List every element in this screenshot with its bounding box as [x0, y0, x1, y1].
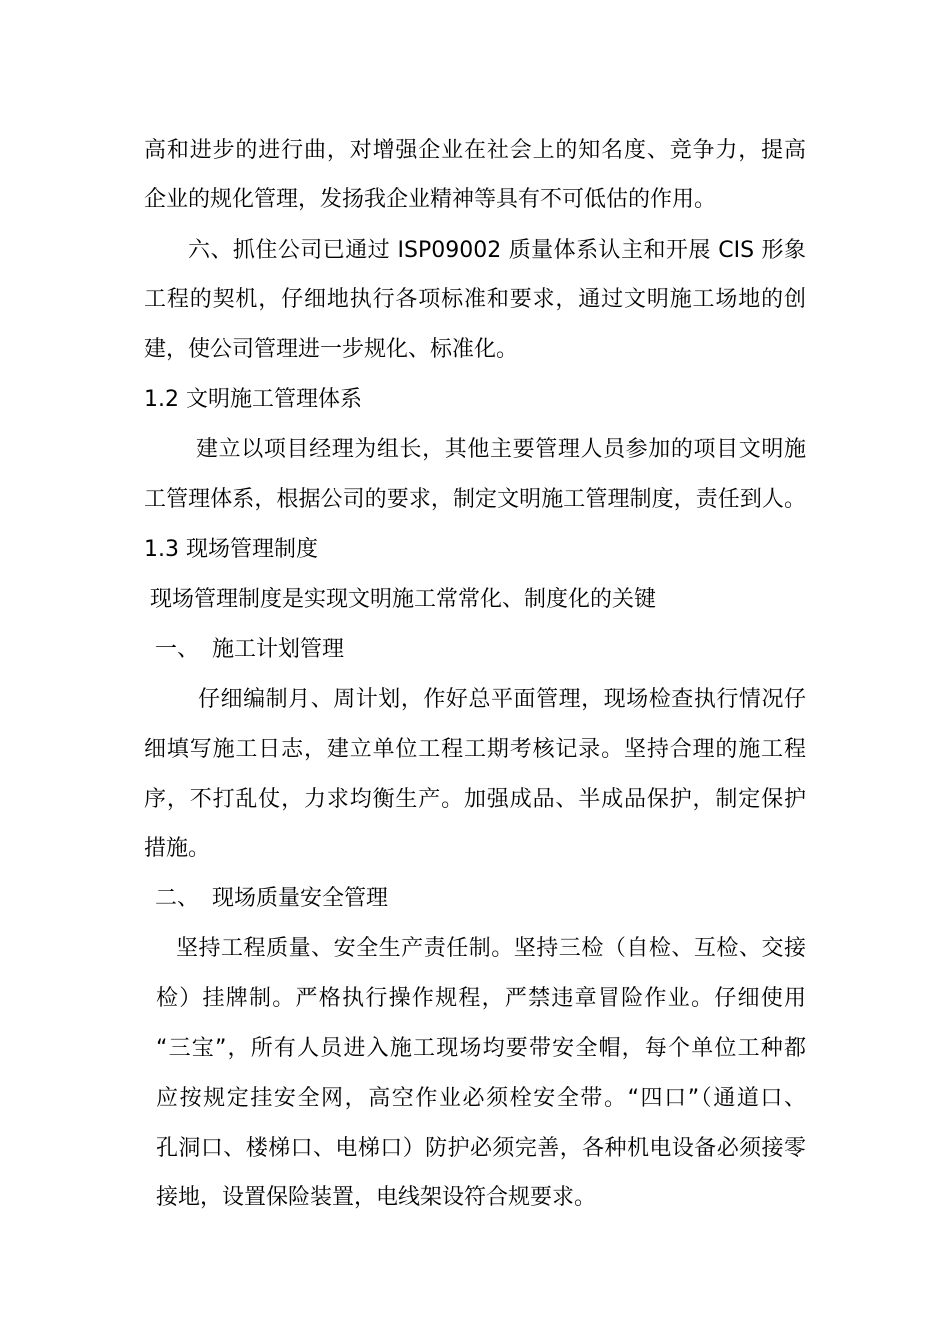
text-line: 现场管理制度是实现文明施工常常化、制度化的关键 — [150, 587, 657, 612]
list-heading: 现场质量安全管理 — [212, 886, 389, 911]
section-heading: 1.3 现场管理制度 — [144, 537, 318, 562]
section-heading: 1.2 文明施工管理体系 — [144, 387, 362, 412]
text-line: 孔洞口、楼梯口、电梯口）防护必须完善，各种机电设备必须接零 — [156, 1136, 806, 1161]
text-line: 建立以项目经理为组长，其他主要管理人员参加的项目文明施 — [196, 437, 806, 462]
list-number: 一、 — [155, 637, 200, 662]
list-number: 二、 — [155, 886, 200, 911]
text-line: 建，使公司管理进一步规化、标准化。 — [144, 337, 519, 362]
text-line: 工管理体系，根据公司的要求，制定文明施工管理制度，责任到人。 — [144, 487, 806, 512]
text-line: 企业的规化管理，发扬我企业精神等具有不可低估的作用。 — [144, 187, 717, 212]
text-line: 检）挂牌制。严格执行操作规程，严禁违章冒险作业。仔细使用 — [156, 986, 806, 1011]
text-line: 坚持工程质量、安全生产责任制。坚持三检（自检、互检、交接 — [176, 936, 806, 961]
text-line: “三宝”，所有人员进入施工现场均要带安全帽，每个单位工种都 — [156, 1036, 806, 1061]
text-line: 高和进步的进行曲，对增强企业在社会上的知名度、竞争力，提高 — [144, 138, 806, 163]
text-line: 措施。 — [144, 836, 211, 861]
text-line: 细填写施工日志，建立单位工程工期考核记录。坚持合理的施工程 — [144, 737, 806, 762]
text-line: 六、抓住公司已通过 ISP09002 质量体系认主和开展 CIS 形象 — [188, 238, 806, 263]
list-heading: 施工计划管理 — [212, 637, 345, 662]
text-line: 应按规定挂安全网，高空作业必须栓安全带。“四口”（通道口、 — [156, 1086, 806, 1111]
text-line: 工程的契机，仔细地执行各项标准和要求，通过文明施工场地的创 — [144, 287, 806, 312]
text-line: 序，不打乱仗，力求均衡生产。加强成品、半成品保护，制定保护 — [144, 787, 806, 812]
text-line: 仔细编制月、周计划，作好总平面管理，现场检查执行情况仔 — [198, 687, 806, 712]
text-line: 接地，设置保险装置，电线架设符合规要求。 — [156, 1185, 597, 1210]
